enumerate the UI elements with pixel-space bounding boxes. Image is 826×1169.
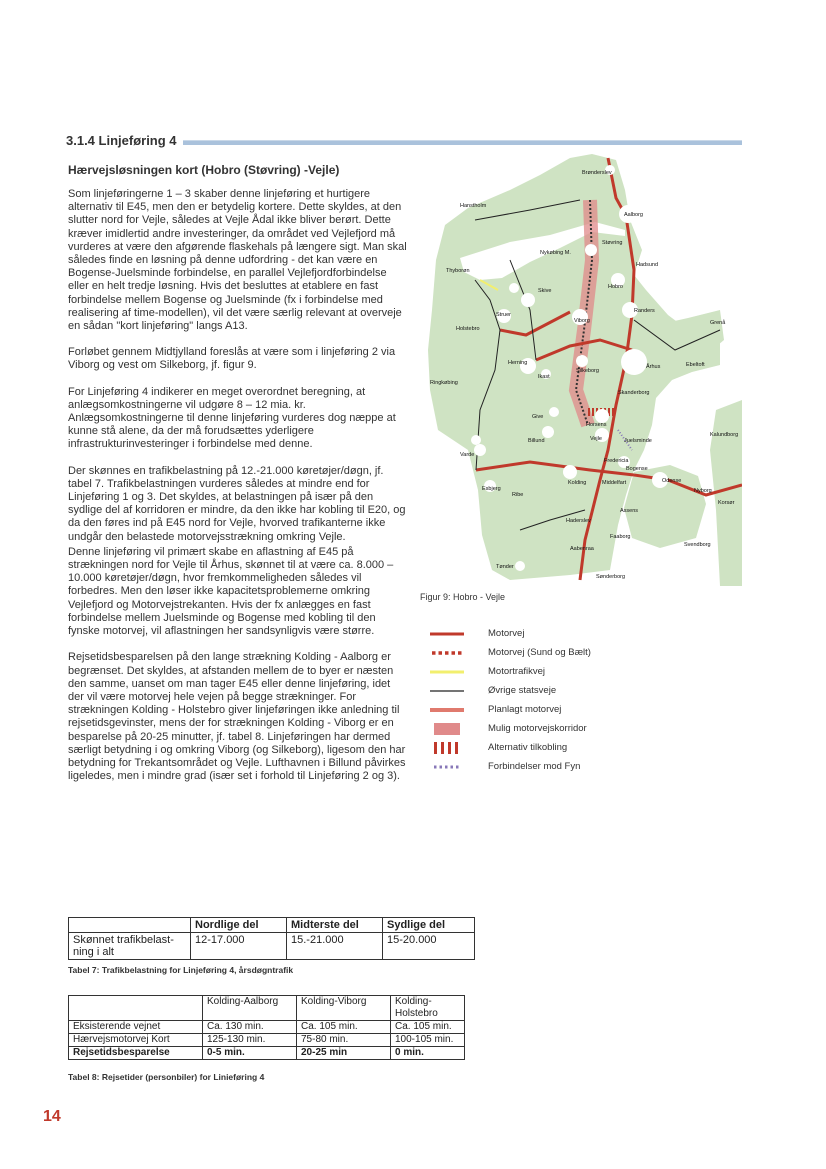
table-row <box>69 1034 465 1047</box>
red-dots-icon <box>430 647 464 659</box>
table8-caption: Tabel 8: Rejsetider (personbiler) for Linieføring 4 <box>68 1072 265 1082</box>
town-label: Varde <box>460 452 475 458</box>
table-header-cell: Midterste del <box>287 918 383 933</box>
page-number: 14 <box>43 1108 61 1125</box>
yellow-line-icon <box>430 666 464 678</box>
town-label: Kolding <box>568 480 587 486</box>
table-cell: Ca. 105 min. <box>391 1021 465 1034</box>
table-header-cell: Sydlige del <box>383 918 475 933</box>
town-label: Randers <box>634 308 655 314</box>
table-cell: Rejsetidsbesparelse <box>69 1047 203 1060</box>
pink-block-icon <box>430 723 464 735</box>
legend-item <box>430 681 730 700</box>
town-label: Støvring <box>602 240 623 246</box>
town-label: Assens <box>620 508 639 514</box>
town-label: Haderslev <box>566 518 591 524</box>
legend-item <box>430 662 730 681</box>
table-cell: 75-80 min. <box>297 1034 391 1047</box>
legend-label: Motorvej (Sund og Bælt) <box>488 647 591 658</box>
table-header-cell: Nordlige del <box>191 918 287 933</box>
black-line-icon <box>430 685 464 697</box>
legend-item <box>430 700 730 719</box>
table-row <box>69 1047 465 1060</box>
table-cell: 15.-21.000 <box>287 933 383 960</box>
table7-caption: Tabel 7: Trafikbelastning for Linjeføring 4, årsdøgntrafik <box>68 965 294 975</box>
light-red-line-icon <box>430 704 464 716</box>
paragraph: Denne linjeføring vil primært skabe en aflastning af E45 på strækningen nord for Vejle til Århus, skønnet til at være ca. 8.000 – 10.000 køretøjer/døgn, hvor fremkommeligheden således vil forbedres. Men den løser ikke kapacitetsproblemerne omkring Vejlefjord og Motorvejstrekanten. Hvis der fx anlægges en fast forbindelse mellem Juelsminde og Bogense med kobling til den fynske motorvej, vil aflastningen her sandsynligvis være større. <box>68 545 394 638</box>
table-header-cell: Kolding-Viborg <box>297 996 391 1021</box>
table-row <box>69 1021 465 1034</box>
paragraph: Der skønnes en trafikbelastning på 12.-21.000 køretøjer/døgn, jf. tabel 7. Trafikbelastningen vurderes således at mindre end for Linjeføring 1 og 3. Det skyldes, at belastningen på især på den sydlige del af korridoren er mindre, da den ikke har kobling til E20, og da den føres ind på E45 nord for Vejle, hvorved trafikanterne ikke undgår den belastede motorvejsstrækning omkring Vejle. <box>68 464 406 543</box>
town-label: Vejle <box>590 436 602 442</box>
town-label: Skive <box>538 288 552 294</box>
table-cell: 20-25 min <box>297 1047 391 1060</box>
town-label: Thyborøn <box>446 268 470 274</box>
town-label: Middelfart <box>602 480 627 486</box>
legend-label: Mulig motorvejskorridor <box>488 723 587 734</box>
town-label: Ebeltoft <box>686 362 705 368</box>
town-label: Korsør <box>718 500 735 506</box>
table-header-cell: Kolding-Aalborg <box>203 996 297 1021</box>
subsection-title: Hærvejsløsningen kort (Hobro (Støvring) -Vejle) <box>68 163 340 177</box>
town-label: Give <box>532 414 544 420</box>
town-label: Silkeborg <box>576 368 599 374</box>
town-label: Nyborg <box>694 488 712 494</box>
town-label: Århus <box>646 364 661 370</box>
legend-label: Motortrafikvej <box>488 666 546 677</box>
legend-label: Øvrige statsveje <box>488 685 557 696</box>
town-label: Hanstholm <box>460 203 487 209</box>
town-label: Svendborg <box>684 542 711 548</box>
legend-item <box>430 643 730 662</box>
town-label: Ringkøbing <box>430 380 458 386</box>
town-label: Holstebro <box>456 326 480 332</box>
town-label: Ribe <box>512 492 524 498</box>
purple-dots-icon <box>430 761 464 773</box>
map-legend <box>430 624 730 776</box>
traffic-table <box>68 917 475 960</box>
town-label: Skanderborg <box>618 390 650 396</box>
route-map <box>420 150 742 586</box>
body-text <box>68 188 408 796</box>
town-label: Aabenraa <box>570 546 594 552</box>
paragraph: For Linjeføring 4 indikerer en meget overordnet beregning, at anlægsomkostningerne vil udgøre 8 – 12 mia. kr. Anlægsomkostningerne til denne linjeføring vurderes dog næppe at kunne stå alene, da der må forudsættes yderligere infrastrukturinvesteringer i forbindelse med denne. <box>68 385 396 451</box>
legend-item <box>430 757 730 776</box>
town-label: Sønderborg <box>596 574 626 580</box>
table-row <box>69 933 475 960</box>
town-label: Kalundborg <box>710 432 739 438</box>
table-cell: 0 min. <box>391 1047 465 1060</box>
town-label: Esbjerg <box>482 486 501 492</box>
town-label: Odense <box>662 478 682 484</box>
paragraph: Rejsetidsbesparelsen på den lange strækning Kolding - Aalborg er begrænset. Det skyldes, at afstanden mellem de to byer er næsten den samme, uanset om man tager E45 eller denne linjeføring, idet der vil være motorvej hele vejen på begge strækninger. For strækningen Kolding - Holstebro giver linjeføringen ikke anledning til rejsetidsgevinster, mens der for strækningen Kolding - Viborg er en besparelse på 20-25 minutter, jf. tabel 8. Linjeføringen har dermed særligt betydning i og omkring Viborg (og Silkeborg), ligesom den har betydning for Trekantsområdet og Vejle. Lufthavnen i Billund påvirkes ligeledes, men i mindre grad (især set i forhold til Linjeføring 2 og 3). <box>68 651 406 783</box>
town-label: Billund <box>528 438 545 444</box>
legend-label: Forbindelser mod Fyn <box>488 761 581 772</box>
table-cell: 15-20.000 <box>383 933 475 960</box>
town-label: Fredericia <box>604 458 629 464</box>
red-line-icon <box>430 628 464 640</box>
table-cell: Skønnet trafikbelast-ning i alt <box>69 933 191 960</box>
paragraph: Forløbet gennem Midtjylland foreslås at være som i linjeføring 2 via Viborg og vest om Silkeborg, jf. figur 9. <box>68 346 396 372</box>
section-title: 3.1.4 Linjeføring 4 <box>66 133 177 148</box>
table-header-cell: Kolding-Holstebro <box>391 996 465 1021</box>
town-label: Faaborg <box>610 534 631 540</box>
table-cell: 0-5 min. <box>203 1047 297 1060</box>
figure-caption: Figur 9: Hobro - Vejle <box>420 592 506 602</box>
table-cell: 100-105 min. <box>391 1034 465 1047</box>
legend-label: Alternativ tilkobling <box>488 742 568 753</box>
town-label: Bogense <box>626 466 648 472</box>
red-bars-icon <box>430 742 464 754</box>
town-label: Struer <box>496 312 511 318</box>
town-label: Brønderslev <box>582 170 612 176</box>
town-label: Aalborg <box>624 212 643 218</box>
section-heading <box>66 133 742 148</box>
travel-time-table <box>68 995 465 1060</box>
town-label: Ikast <box>538 374 550 380</box>
town-label: Grenå <box>710 320 726 326</box>
table-cell: Eksisterende vejnet <box>69 1021 203 1034</box>
table-header-cell <box>69 918 191 933</box>
town-label: Juelsminde <box>624 438 652 444</box>
table-cell: Ca. 105 min. <box>297 1021 391 1034</box>
town-label: Hadsund <box>636 262 659 268</box>
town-label: Horsens <box>586 422 607 428</box>
table-cell: Ca. 130 min. <box>203 1021 297 1034</box>
section-rule <box>183 140 742 145</box>
table-cell: 12-17.000 <box>191 933 287 960</box>
paragraph: Som linjeføringerne 1 – 3 skaber denne linjeføring et hurtigere alternativ til E45, men den er betydelig kortere. Dette skyldes, at den slutter nord for Vejle, således at Vejle Ådal ikke bliver berørt. Dette kræver imidlertid andre investeringer, da området ved Vejlefjord må vurderes at være den afgørende flaskehals på længere sigt. Man skal således finde en løsning på denne udfordring - det kan være en Bogense-Juelsminde forbindelse, en parallel Vejlefjordforbindelse eller en helt tredje løsning. Hvis det besluttes at etablere en fast forbindelse mellem Bogense og Juelsminde (fx i forbindelse med realisering af time-modellen), vil det være særlig relevant at overveje en sådan "kort linjeføring" langs A13. <box>68 188 407 333</box>
town-label: Tønder <box>496 564 514 570</box>
legend-item <box>430 738 730 757</box>
table-cell: Hærvejsmotorvej Kort <box>69 1034 203 1047</box>
table-cell: 125-130 min. <box>203 1034 297 1047</box>
table-header-row <box>69 918 475 933</box>
table-header-cell <box>69 996 203 1021</box>
town-label: Hobro <box>608 284 623 290</box>
table-header-row <box>69 996 465 1021</box>
town-label: Nykøbing M. <box>540 250 571 256</box>
legend-item <box>430 719 730 738</box>
legend-label: Motorvej <box>488 628 525 639</box>
legend-item <box>430 624 730 643</box>
town-label: Viborg <box>574 318 590 324</box>
legend-label: Planlagt motorvej <box>488 704 562 715</box>
town-label: Herning <box>508 360 528 366</box>
